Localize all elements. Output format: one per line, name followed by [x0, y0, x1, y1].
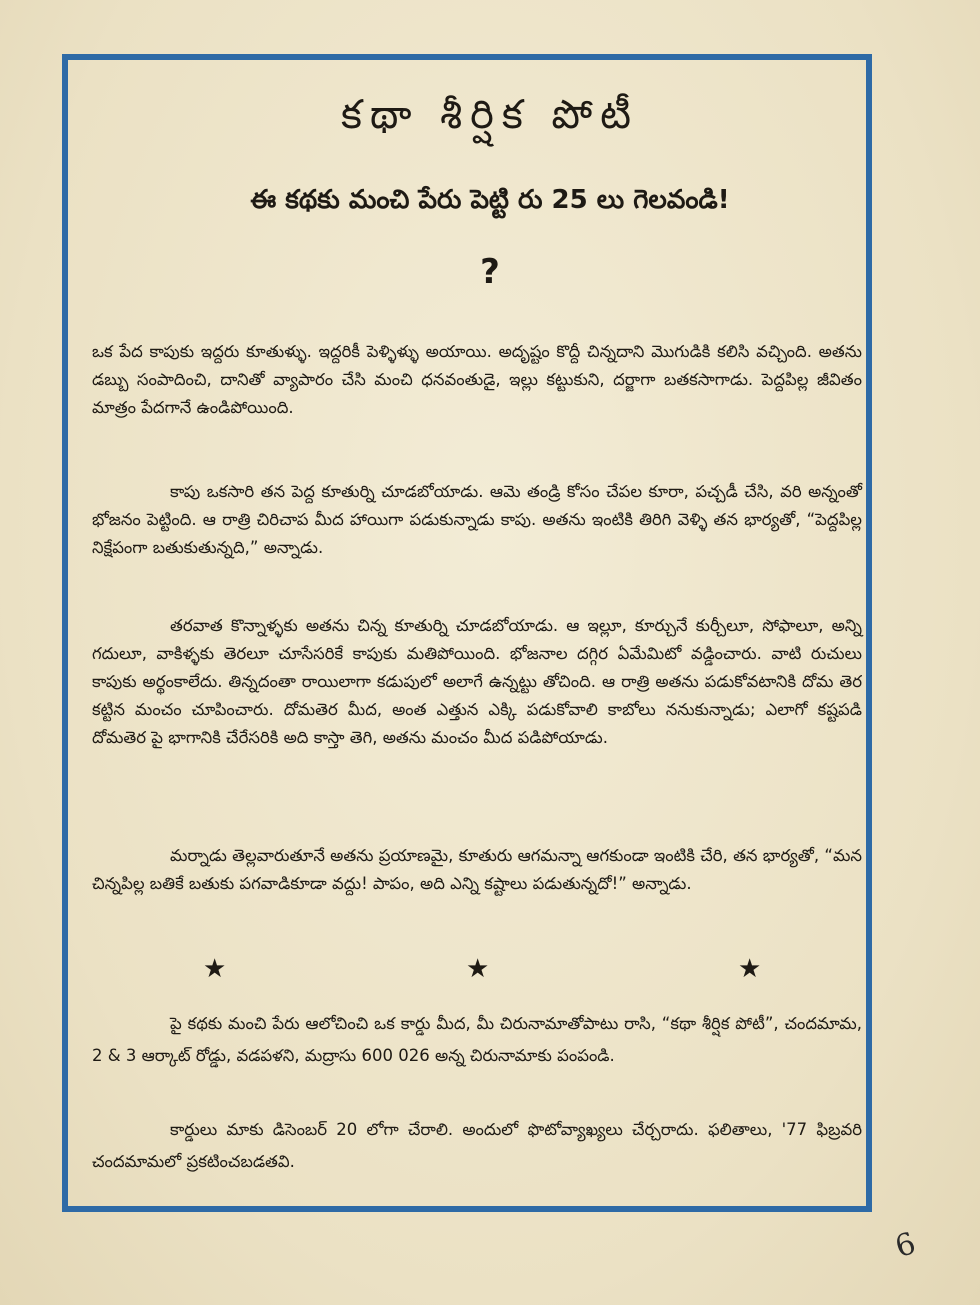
question-mark: ? — [480, 252, 500, 292]
star-icon: ★ — [738, 954, 762, 984]
star-icon: ★ — [203, 954, 227, 984]
instructions-paragraph: పై కథకు మంచి పేరు ఆలోచించి ఒక కార్డు మీద, మీ చిరునామాతోపాటు రాసి, “కథా శీర్షిక పోటీ”, చందమామ, 2 & 3 ఆర్కాట్ రోడ్డు, వడపళని, మద్రాసు 600 026 అన్న చిరునామాకు పంపండి. — [92, 1014, 862, 1065]
star-icon: ★ — [466, 954, 490, 984]
story-paragraph: మర్నాడు తెల్లవారుతూనే అతను ప్రయాణమై, కూతురు ఆగమన్నా ఆగకుండా ఇంటికి చేరి, తన భార్యతో, “మన చిన్నపిల్ల బతికే బతుకు పగవాడికూడా వద్దు! పాపం, అది ఎన్ని కష్టాలు పడుతున్నదో!” అన్నాడు. — [92, 846, 862, 893]
story-paragraph: ఒక పేద కాపుకు ఇద్దరు కూతుళ్ళు. ఇద్దరికీ పెళ్ళిళ్ళు అయాయి. అదృష్టం కొద్దీ చిన్నదాని మొగుడికి కలిసి వచ్చింది. అతను డబ్బు సంపాదించి, దానితో వ్యాపారం చేసి మంచి ధనవంతుడై, ఇల్లు కట్టుకుని, దర్జాగా బతకసాగాడు. పెద్దపిల్ల జీవితం మాత్రం పేదగానే ఉండిపోయింది. — [92, 342, 862, 417]
star-divider — [0, 954, 980, 984]
story-paragraph: కాపు ఒకసారి తన పెద్ద కూతుర్ని చూడబోయాడు. ఆమె తండ్రి కోసం చేపల కూరా, పచ్చడీ చేసి, వరి అన్నంతో భోజనం పెట్టింది. ఆ రాత్రి చిరిచాప మీద హాయిగా పడుకున్నాడు కాపు. అతను ఇంటికి తిరిగి వెళ్ళి తన భార్యతో, “పెద్దపిల్ల నిక్షేపంగా బతుకుతున్నది,” అన్నాడు. — [92, 482, 862, 557]
deadline-paragraph: కార్డులు మాకు డిసెంబర్ 20 లోగా చేరాలి. అందులో ఫొటోవ్యాఖ్యలు చేర్చరాదు. ఫలితాలు, '77 ఫిబ్రవరి చందమామలో ప్రకటించబడతవి. — [92, 1120, 862, 1171]
contest-subtitle: ఈ కథకు మంచి పేరు పెట్టి రు 25 లు గెలవండి! — [250, 185, 730, 215]
page-marker: 6 — [891, 1225, 921, 1266]
story-paragraph: తరవాత కొన్నాళ్ళకు అతను చిన్న కూతుర్ని చూడబోయాడు. ఆ ఇల్లూ, కూర్చునే కుర్చీలూ, సోఫాలూ, అన్ని గదులూ, వాకిళ్ళకు తెరలూ చూసేసరికే కాపుకు మతిపోయింది. భోజనాల దగ్గిర ఏమేమిటో వడ్డించారు. వాటి రుచులు కాపుకు అర్థంకాలేదు. తిన్నదంతా రాయిలాగా కడుపులో అలాగే ఉన్నట్టు తోచింది. ఆ రాత్రి అతను పడుకోవటానికి దోమ తెర కట్టిన మంచం చూపించారు. దోమతెర మీద, అంత ఎత్తున ఎక్కి పడుకోవాలి కాబోలు ననుకున్నాడు; ఎలాగో కష్టపడి దోమతెర పై భాగానికి చేరేసరికి అది కాస్తా తెగి, అతను మంచం మీద పడిపోయాడు. — [92, 616, 862, 747]
page-title: కథా శీర్షిక పోటీ — [340, 92, 640, 138]
